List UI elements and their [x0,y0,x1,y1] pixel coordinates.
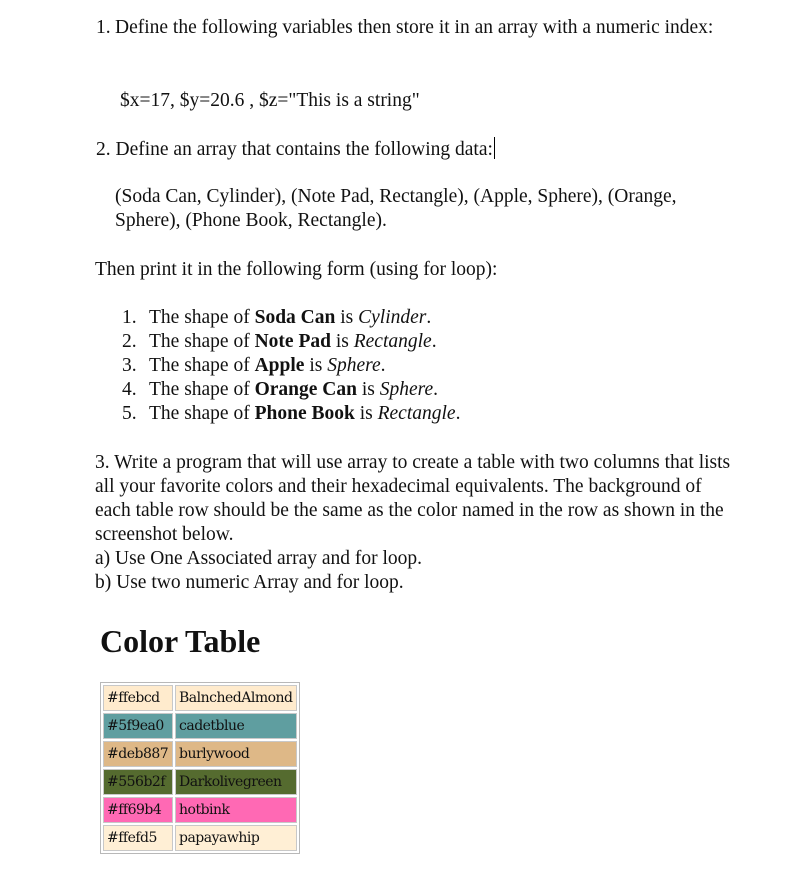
color-name-cell: burlywood [175,741,297,767]
color-hex-cell: #5f9ea0 [103,713,173,739]
print-instruction: Then print it in the following form (using for loop): [95,259,498,280]
question-3 [95,451,735,595]
table-row [103,741,297,767]
color-hex-cell: #ffebcd [103,685,173,711]
table-row [103,685,297,711]
question-1-text: Define the following variables then store it in an array with a numeric index: [115,17,714,38]
list-item: 3. The shape of Apple is Sphere. [122,355,386,376]
list-item: 1. The shape of Soda Can is Cylinder. [122,307,432,328]
color-hex-cell: #ff69b4 [103,797,173,823]
list-item: 5. The shape of Phone Book is Rectangle. [122,403,461,424]
list-item: 4. The shape of Orange Can is Sphere. [122,379,439,400]
question-2[interactable] [96,137,495,162]
table-row [103,713,297,739]
shape-list [122,306,460,426]
question-1-number: 1. [96,17,111,38]
question-3-part-a: a) Use One Associated array and for loop. [95,548,423,569]
color-hex-cell: #ffefd5 [103,825,173,851]
data-pairs: (Soda Can, Cylinder), (Note Pad, Rectangle), (Apple, Sphere), (Orange, Sphere), (Phone Book, Rectangle). [115,186,677,231]
question-2-text: 2. Define an array that contains the following data: [96,139,493,160]
table-row [103,825,297,851]
table-row [103,797,297,823]
list-item: 2. The shape of Note Pad is Rectangle. [122,331,437,352]
table-row [103,769,297,795]
variables-line: $x=17, $y=20.6 , $z="This is a string" [120,90,420,111]
color-hex-cell: #556b2f [103,769,173,795]
color-name-cell: hotbink [175,797,297,823]
question-3-part-b: b) Use two numeric Array and for loop. [95,572,404,593]
question-1 [96,16,736,40]
color-table-title: Color Table [100,623,261,659]
color-name-cell: cadetblue [175,713,297,739]
color-hex-cell: #deb887 [103,741,173,767]
color-name-cell: papayawhip [175,825,297,851]
color-name-cell: Darkolivegreen [175,769,297,795]
color-name-cell: BalnchedAlmond [175,685,297,711]
color-table [100,682,300,854]
text-cursor [494,137,495,159]
question-3-text: 3. Write a program that will use array to create a table with two columns that lists all your favorite colors and their hexadecimal equivalents. The background of each table row should be the same as the color named in the row as shown in the screenshot below. [95,452,731,545]
